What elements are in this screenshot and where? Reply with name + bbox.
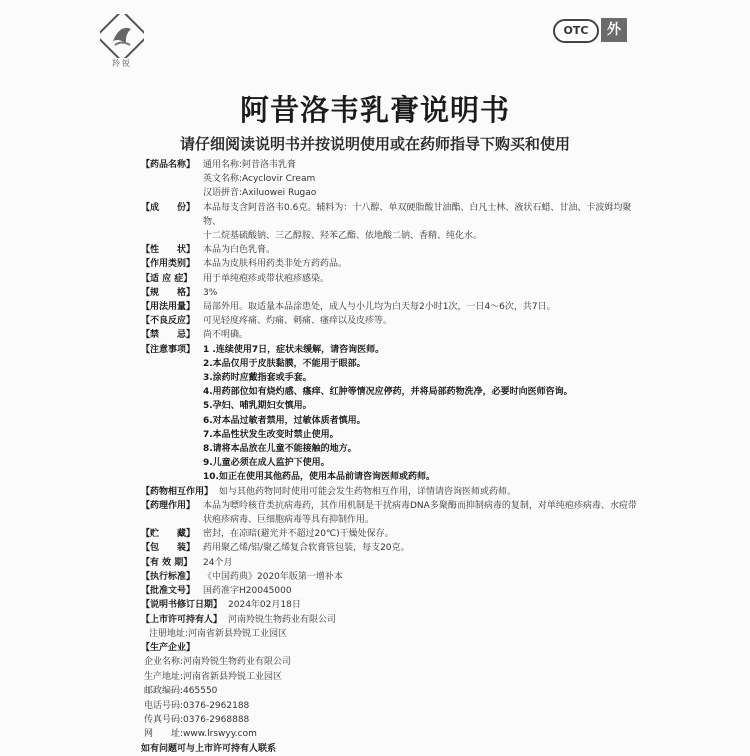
- section-line: 可见轻度疼痛、灼痛、刺痛、瘙痒以及皮疹等。: [203, 316, 393, 327]
- section-label: 【药物相互作用】: [141, 486, 214, 497]
- section-label: 【批准文号】: [141, 586, 196, 597]
- section-line: 《中国药典》2020年版第一增补本: [203, 571, 343, 582]
- precaution-item: 6.对本品过敏者禁用，过敏体质者慎用。: [203, 415, 366, 426]
- section-line: 尚不明确。: [203, 330, 249, 341]
- section-line: 24个月: [203, 557, 233, 568]
- field-label: 企业名称:: [144, 657, 184, 668]
- field-label: 网 址:: [144, 729, 184, 740]
- manufacturer-field-row: [141, 655, 641, 669]
- field-value: 河南羚锐生物药业有限公司: [183, 657, 292, 668]
- section-package: [141, 541, 641, 555]
- field-value: 0376-2968888: [183, 714, 250, 725]
- section-label: 【包 装】: [141, 543, 196, 554]
- precaution-item: 8.请将本品放在儿童不能接触的地方。: [203, 444, 357, 455]
- field-label: 邮政编码:: [144, 686, 184, 697]
- section-line: 状疱疹病毒、巨细胞病毒等具有抑制作用。: [203, 515, 375, 526]
- section-line: 十二烷基硫酸钠、三乙醇胺、羟苯乙酯、依地酸二钠、香精、纯化水。: [203, 231, 483, 242]
- section-adverse-reactions: [141, 314, 641, 328]
- manufacturer-field-row: [141, 699, 641, 713]
- section-label: 【生产企业】: [141, 643, 196, 654]
- section-line: 3%: [203, 287, 218, 298]
- precaution-item: 2.本品仅用于皮肤黏膜，不能用于眼部。: [203, 358, 366, 369]
- section-label: 【用法用量】: [141, 302, 196, 313]
- document-subtitle: 请仔细阅读说明书并按说明使用或在药师指导下购买和使用: [179, 135, 570, 153]
- section-label: 【规 格】: [141, 287, 196, 298]
- section-precautions: [141, 343, 641, 485]
- section-line: 本品为皮肤科用药类非处方药药品。: [203, 259, 348, 270]
- section-line: 英文名称:Acyclovir Cream: [203, 174, 316, 185]
- section-label: 【执行标准】: [141, 571, 196, 582]
- section-dosage: [141, 300, 641, 314]
- field-label: 传真号码:: [144, 714, 184, 725]
- field-value: 0376-2962188: [183, 700, 250, 711]
- section-storage: [141, 527, 641, 541]
- section-line: 汉语拼音:Axiluowei Rugao: [203, 188, 317, 199]
- section-validity: [141, 556, 641, 570]
- section-appearance: [141, 243, 641, 257]
- section-label: 【药理作用】: [141, 500, 196, 511]
- section-mah: [141, 613, 641, 627]
- field-value: 河南省新县羚锐工业园区: [188, 628, 288, 639]
- section-line: 本品为嘌呤核苷类抗病毒药，其作用机制是干扰病毒DNA多聚酶而抑制病毒的复制，对单纯疱疹病毒、水痘带: [203, 500, 637, 511]
- section-revision-date: [141, 598, 641, 612]
- section-specification: [141, 286, 641, 300]
- section-label: 【注意事项】: [141, 344, 196, 355]
- field-label: 注册地址:: [149, 628, 189, 639]
- field-label: 生产地址:: [144, 671, 184, 682]
- manufacturer-field-row: [141, 684, 641, 698]
- section-label: 【适 应 症】: [141, 273, 193, 284]
- section-approval-number: [141, 584, 641, 598]
- precaution-item: 3.涂药时应戴指套或手套。: [203, 373, 312, 384]
- otc-badge: OTC: [553, 19, 599, 43]
- manufacturer-field-row: [141, 670, 641, 684]
- section-label: 【药品名称】: [141, 160, 196, 170]
- section-manufacturer: [141, 641, 641, 655]
- section-indications: [141, 272, 641, 286]
- field-value: www.lrswyy.com: [183, 729, 257, 740]
- section-contraindications: [141, 328, 641, 342]
- section-line: 如与其他药物同时使用可能会发生药物相互作用，详情请咨询医师或药师。: [219, 486, 517, 497]
- section-label: 【成 份】: [141, 202, 196, 213]
- section-line: 本品每支含阿昔洛韦0.6克。辅料为：十八醇、单双硬脂酸甘油酯、白凡士林、液状石蜡、甘油、卡波姆均聚物、: [203, 202, 632, 227]
- document-title: 阿昔洛韦乳膏说明书: [239, 93, 510, 127]
- section-line: 2024年02月18日: [228, 600, 301, 611]
- section-label: 【禁 忌】: [141, 330, 196, 341]
- precaution-item: 7.本品性状发生改变时禁止使用。: [203, 429, 339, 440]
- section-interactions: [141, 485, 641, 499]
- field-value: 河南省新县羚锐工业园区: [183, 671, 283, 682]
- precaution-item: 4.用药部位如有烧灼感、瘙痒、红肿等情况应停药，并将局部药物洗净，必要时向医师咨询。: [203, 387, 573, 398]
- manufacturer-field-row: [141, 713, 641, 727]
- section-label: 【有 效 期】: [141, 557, 193, 568]
- precaution-item: 1 .连续使用7日，症状未缓解，请咨询医师。: [203, 344, 385, 355]
- logo-text: 羚锐: [112, 59, 132, 68]
- section-label: 【贮 藏】: [141, 529, 196, 540]
- section-line: 局部外用。取适量本品涂患处，成人与小儿均为白天每2小时1次，一日4～6次，共7日。: [203, 302, 556, 313]
- section-ingredients: [141, 201, 641, 244]
- mah-address-row: [141, 627, 641, 641]
- leaflet-body: [141, 158, 641, 756]
- field-value: 465550: [183, 686, 218, 697]
- section-pharmacology: [141, 499, 641, 527]
- company-logo-icon: [100, 14, 144, 58]
- section-line: 本品为白色乳膏。: [203, 245, 276, 256]
- section-line: 密封，在凉暗(避光并不超过20℃)干燥处保存。: [203, 529, 394, 540]
- contact-footer-note: 如有问题可与上市许可持有人联系: [141, 743, 277, 754]
- external-use-badge: 外: [601, 18, 627, 42]
- mah-name: 河南羚锐生物药业有限公司: [228, 614, 337, 625]
- section-label: 【性 状】: [141, 245, 196, 256]
- section-line: 用于单纯疱疹或带状疱疹感染。: [203, 273, 330, 284]
- section-standard: [141, 570, 641, 584]
- section-category: [141, 257, 641, 271]
- precaution-item: 10.如正在使用其他药品，使用本品前请咨询医师或药师。: [203, 472, 435, 483]
- precaution-item: 9.儿童必须在成人监护下使用。: [203, 458, 330, 469]
- manufacturer-field-row: [141, 727, 641, 741]
- precaution-item: 5.孕妇、哺乳期妇女慎用。: [203, 401, 312, 412]
- section-label: 【说明书修订日期】: [141, 600, 223, 611]
- field-label: 电话号码:: [144, 700, 184, 711]
- section-line: 药用聚乙烯/铝/聚乙烯复合软膏管包装，每支20克。: [203, 543, 410, 554]
- section-label: 【不良反应】: [141, 316, 196, 327]
- section-line: 通用名称:阿昔洛韦乳膏: [203, 160, 297, 170]
- section-drug-name: [141, 158, 641, 201]
- section-label: 【作用类别】: [141, 259, 196, 270]
- section-label: 【上市许可持有人】: [141, 614, 223, 625]
- section-line: 国药准字H20045000: [203, 586, 292, 597]
